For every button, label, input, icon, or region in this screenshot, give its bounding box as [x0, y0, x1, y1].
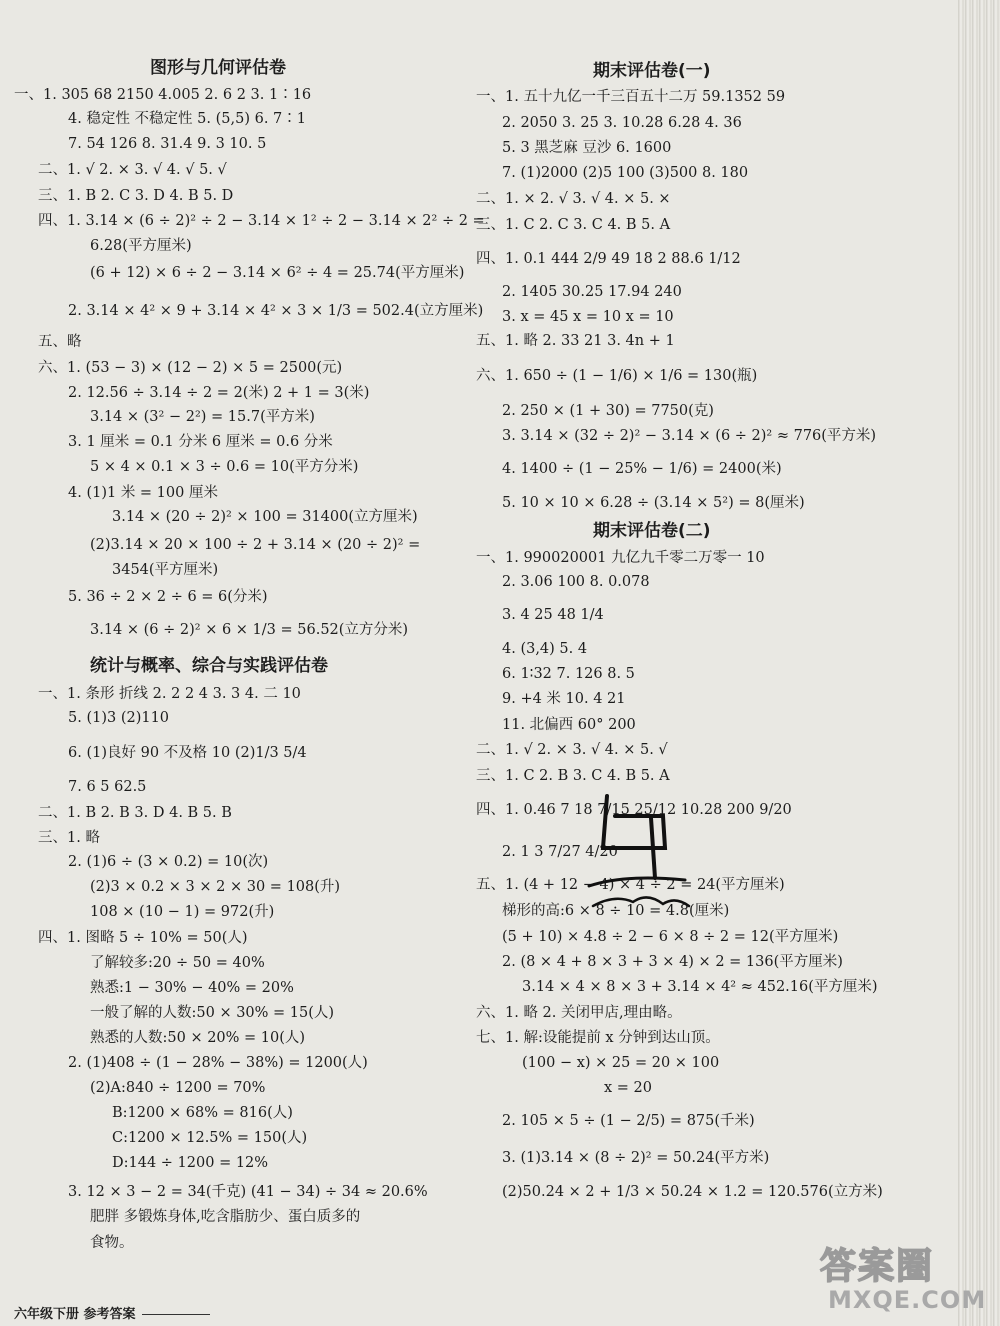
answer-line: 四、1. 3.14 × (6 ÷ 2)² ÷ 2 − 3.14 × 1² ÷ 2 − 3.14 × 2² ÷ 2 = [38, 213, 485, 229]
answer-line: 一般了解的人数:50 × 30% = 15(人) [90, 1005, 335, 1021]
answer-line: 11. 北偏西 60° 200 [502, 717, 636, 733]
answer-line: 六、1. 650 ÷ (1 − 1/6) × 1/6 = 130(瓶) [476, 368, 758, 384]
answer-line: 2. (8 × 4 + 8 × 3 + 3 × 4) × 2 = 136(平方厘米) [502, 954, 843, 970]
answer-line: 七、1. 解:设能提前 x 分钟到达山顶。 [476, 1030, 720, 1046]
section-title-statistics: 统计与概率、综合与实践评估卷 [90, 656, 328, 676]
answer-line: (6 + 12) × 6 ÷ 2 − 3.14 × 6² ÷ 4 = 25.74(平方厘米) [90, 265, 465, 281]
answer-line: 3. 12 × 3 − 2 = 34(千克) (41 − 34) ÷ 34 ≈ 20.6% [68, 1184, 428, 1200]
answer-line: 6.28(平方厘米) [90, 238, 192, 254]
answer-line: 二、1. √ 2. × 3. √ 4. × 5. √ [476, 742, 668, 758]
answer-line: 2. 1405 30.25 17.94 240 [502, 284, 682, 300]
answer-line: 四、1. 图略 5 ÷ 10% = 50(人) [38, 930, 248, 946]
answer-line: 108 × (10 − 1) = 972(升) [90, 904, 275, 920]
answer-line: (2)50.24 × 2 + 1/3 × 50.24 × 1.2 = 120.576(立方米) [502, 1184, 883, 1200]
answer-line: 3.14 × 4 × 8 × 3 + 3.14 × 4² ≈ 452.16(平方厘米) [522, 979, 878, 995]
answer-line: 3. (1)3.14 × (8 ÷ 2)² = 50.24(平方米) [502, 1150, 770, 1166]
answer-line: 3. x = 45 x = 10 x = 10 [502, 309, 674, 325]
answer-line: 三、1. B 2. C 3. D 4. B 5. D [38, 188, 234, 204]
answer-line: 2. 2050 3. 25 3. 10.28 6.28 4. 36 [502, 115, 742, 131]
answer-line: 2. 3.14 × 4² × 9 + 3.14 × 4² × 3 × 1/3 = 502.4(立方厘米) [68, 303, 484, 319]
answer-line: C:1200 × 12.5% = 150(人) [112, 1130, 308, 1146]
answer-line: 3.14 × (3² − 2²) = 15.7(平方米) [90, 409, 315, 425]
answer-line: 六、1. 略 2. 关闭甲店,理由略。 [476, 1005, 682, 1021]
answer-line: 4. 1400 ÷ (1 − 25% − 1/6) = 2400(米) [502, 461, 782, 477]
answer-line: 9. +4 米 10. 4 21 [502, 691, 626, 707]
answer-line: 3. 4 25 48 1/4 [502, 607, 604, 623]
answer-line: 梯形的高:6 × 8 ÷ 10 = 4.8(厘米) [502, 903, 730, 919]
answer-line: 三、1. C 2. B 3. C 4. B 5. A [476, 768, 670, 784]
answer-line: 五、略 [38, 334, 82, 350]
answer-line: B:1200 × 68% = 816(人) [112, 1105, 293, 1121]
answer-line: (100 − x) × 25 = 20 × 100 [522, 1055, 720, 1071]
answer-line: 4. (3,4) 5. 4 [502, 641, 588, 657]
answer-line: 3.14 × (6 ÷ 2)² × 6 × 1/3 = 56.52(立方分米) [90, 622, 409, 638]
answer-line: 2. (1)6 ÷ (3 × 0.2) = 10(次) [68, 854, 269, 870]
answer-line: 2. 105 × 5 ÷ (1 − 2/5) = 875(千米) [502, 1113, 755, 1129]
answer-line: 3. 1 厘米 = 0.1 分米 6 厘米 = 0.6 分米 [68, 434, 333, 450]
watermark-brand: 答案圈 [820, 1246, 935, 1287]
answer-line: 熟悉:1 − 30% − 40% = 20% [90, 980, 294, 996]
answer-line: 一、1. 条形 折线 2. 2 2 4 3. 3 4. 二 10 [38, 686, 301, 702]
section-title-final-1: 期末评估卷(一) [593, 61, 711, 81]
answer-line: 一、1. 305 68 2150 4.005 2. 6 2 3. 1∶16 [14, 87, 312, 103]
footer-text: 六年级下册 参考答案 [14, 1307, 136, 1322]
answer-line: 熟悉的人数:50 × 20% = 10(人) [90, 1030, 306, 1046]
answer-line: 2. 12.56 ÷ 3.14 ÷ 2 = 2(米) 2 + 1 = 3(米) [68, 385, 370, 401]
watermark-logo [820, 1238, 990, 1318]
answer-line: 三、1. C 2. C 3. C 4. B 5. A [476, 217, 671, 233]
answer-line: 一、1. 990020001 九亿九千零二万零一 10 [476, 550, 765, 566]
page-edge-stack [958, 0, 1000, 1326]
answer-line: 2. (1)408 ÷ (1 − 28% − 38%) = 1200(人) [68, 1055, 368, 1071]
answer-line: (5 + 10) × 4.8 ÷ 2 − 6 × 8 ÷ 2 = 12(平方厘米) [502, 929, 839, 945]
page-footer [14, 1303, 210, 1322]
answer-line: 四、1. 0.1 444 2/9 49 18 2 88.6 1/12 [476, 251, 741, 267]
answer-line: 4. 稳定性 不稳定性 5. (5,5) 6. 7∶1 [68, 111, 306, 127]
answer-line: 一、1. 五十九亿一千三百五十二万 59.1352 59 [476, 89, 786, 105]
answer-line: 二、1. √ 2. × 3. √ 4. √ 5. √ [38, 162, 227, 178]
answer-line: 5. 36 ÷ 2 × 2 ÷ 6 = 6(分米) [68, 589, 268, 605]
watermark-site: MXQE.COM [828, 1286, 987, 1314]
section-title-final-2: 期末评估卷(二) [593, 521, 711, 541]
answer-line: 肥胖 多锻炼身体,吃含脂肪少、蛋白质多的 [90, 1209, 361, 1225]
answer-line: 2. 1 3 7/27 4/20 [502, 844, 618, 860]
answer-line: 3. 3.14 × (32 ÷ 2)² − 3.14 × (6 ÷ 2)² ≈ 776(平方米) [502, 428, 877, 444]
section-title-geometry: 图形与几何评估卷 [150, 58, 286, 78]
answer-line: 3.14 × (20 ÷ 2)² × 100 = 31400(立方厘米) [112, 509, 418, 525]
answer-line: 6. 1∶32 7. 126 8. 5 [502, 666, 635, 682]
answer-line: 4. (1)1 米 = 100 厘米 [68, 485, 218, 501]
answer-line: 7. (1)2000 (2)5 100 (3)500 8. 180 [502, 165, 749, 181]
answer-line: x = 20 [604, 1080, 652, 1096]
answer-line: 了解较多:20 ÷ 50 = 40% [90, 955, 265, 971]
answer-line: (2)A:840 ÷ 1200 = 70% [90, 1080, 266, 1096]
answer-line: 五、1. 略 2. 33 21 3. 4n + 1 [476, 333, 675, 349]
answer-line: 5. 3 黑芝麻 豆沙 6. 1600 [502, 140, 672, 156]
answer-line: 6. (1)良好 90 不及格 10 (2)1/3 5/4 [68, 745, 307, 761]
answer-line: 四、1. 0.46 7 18 7/15 25/12 10.28 200 9/20 [476, 802, 792, 818]
answer-line: 5. (1)3 (2)110 [68, 710, 170, 726]
handwritten-scribble [585, 788, 695, 918]
answer-line: 食物。 [90, 1235, 134, 1251]
answer-line: 二、1. × 2. √ 3. √ 4. × 5. × [476, 191, 671, 207]
answer-line: 五、1. (4 + 12 − 4) × 4 ÷ 2 = 24(平方厘米) [476, 877, 785, 893]
answer-line: 7. 54 126 8. 31.4 9. 3 10. 5 [68, 136, 267, 152]
answer-line: 三、1. 略 [38, 830, 100, 846]
answer-line: 2. 250 × (1 + 30) = 7750(克) [502, 403, 714, 419]
answer-line: 六、1. (53 − 3) × (12 − 2) × 5 = 2500(元) [38, 360, 343, 376]
answer-line: 5. 10 × 10 × 6.28 ÷ (3.14 × 5²) = 8(厘米) [502, 495, 805, 511]
answer-line: 7. 6 5 62.5 [68, 779, 147, 795]
answer-line: 5 × 4 × 0.1 × 3 ÷ 0.6 = 10(平方分米) [90, 459, 359, 475]
footer-rule [142, 1314, 210, 1315]
answer-line: 3454(平方厘米) [112, 562, 219, 578]
answer-line: 二、1. B 2. B 3. D 4. B 5. B [38, 805, 232, 821]
answer-line: 2. 3.06 100 8. 0.078 [502, 574, 650, 590]
answer-line: (2)3.14 × 20 × 100 ÷ 2 + 3.14 × (20 ÷ 2)² = [90, 537, 421, 553]
answer-line: (2)3 × 0.2 × 3 × 2 × 30 = 108(升) [90, 879, 341, 895]
answer-line: D:144 ÷ 1200 = 12% [112, 1155, 269, 1171]
